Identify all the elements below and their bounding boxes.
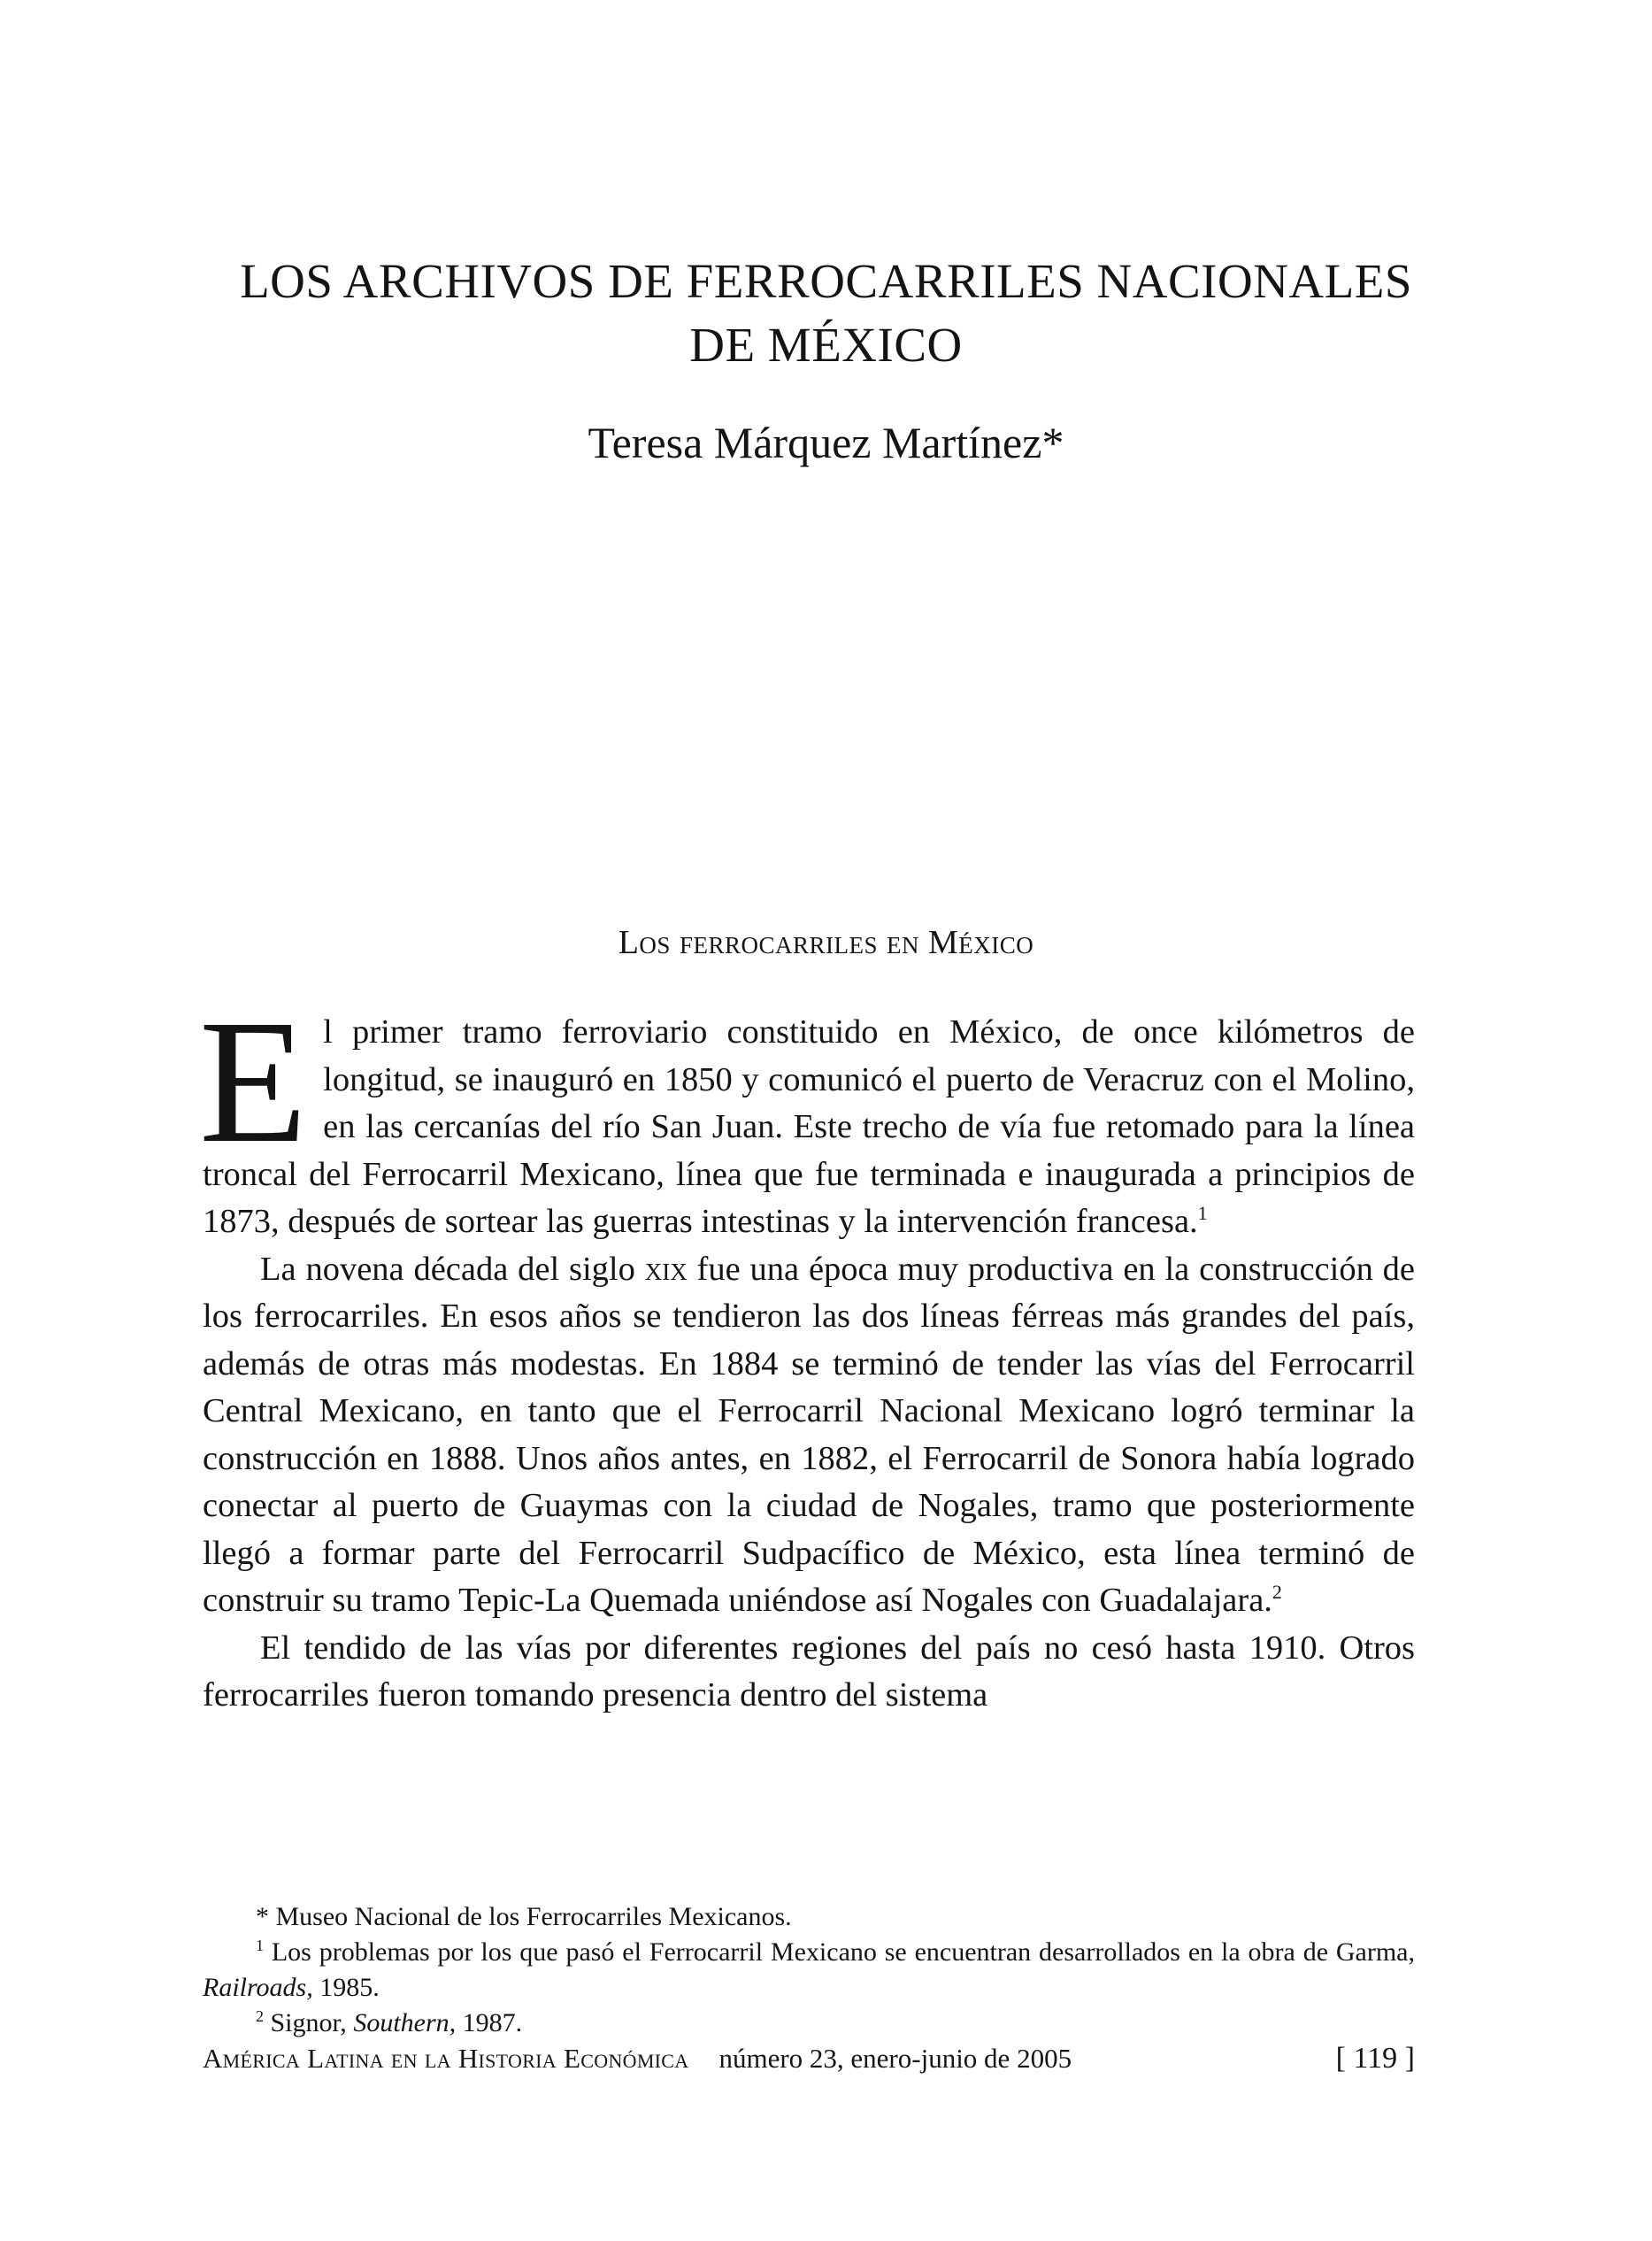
century-numeral: xix: [644, 1250, 688, 1288]
body-paragraph-3: [203, 1625, 1415, 1720]
footnote-2-text-start: Signor,: [264, 2008, 354, 2037]
article-title-line-1: LOS ARCHIVOS DE FERROCARRILES NACIONALES: [240, 254, 1412, 308]
footnote-ref-1: 1: [1197, 1202, 1208, 1225]
journal-issue: número 23, enero-junio de 2005: [718, 2043, 1072, 2074]
journal-name: América Latina en la Historia Económica: [203, 2043, 689, 2074]
body-paragraph-2: [203, 1246, 1415, 1625]
body-paragraph-1: [199, 984, 1415, 1246]
footnote-1-title: Railroads,: [203, 1973, 313, 2002]
paragraph-3-text: El tendido de las vías por diferentes regiones del país no cesó hasta 1910. Otros ferrocarriles fueron tomando presencia dentro del sistema: [203, 1629, 1415, 1713]
paragraph-2-text-end: fue una época muy productiva en la construcción de los ferrocarriles. En esos años se tendieron las dos líneas férreas más grandes del país, además de otras más modestas. En 1884 se terminó de tender las vías del Ferrocarril Central Mexicano, en tanto que el Ferrocarril Nacional Mexicano logró terminar la construcción en 1888. Unos años antes, en 1882, el Ferrocarril de Sonora había logrado conectar al puerto de Guaymas con la ciudad de Nogales, tramo que posteriormente llegó a formar parte del Ferrocarril Sudpacífico de México, esta línea terminó de construir su tramo Tepic-La Quemada uniéndose así Nogales con Guadalajara.: [203, 1250, 1415, 1619]
footnote-1-mark: 1: [256, 1937, 264, 1954]
drop-cap: E: [199, 984, 308, 1180]
article-author: Teresa Márquez Martínez*: [588, 418, 1064, 467]
footnote-2-title: Southern,: [353, 2008, 457, 2037]
footnote-1: [203, 1935, 1415, 2006]
footnote-1-text-start: Los problemas por los que pasó el Ferrocarril Mexicano se encuentran desarrollados en la obra de Garma,: [264, 1937, 1415, 1967]
paragraph-1-text: l primer tramo ferroviario constituido en México, de once kilómetros de longitud, se inauguró en 1850 y comunicó el puerto de Veracruz con el Molino, en las cercanías del río San Juan. Este trecho de vía fue retomado para la línea troncal del Ferrocarril Mexicano, línea que fue terminada e inaugurada a principios de 1873, después de sortear las guerras intestinas y la intervención francesa.: [203, 1013, 1415, 1240]
page-footer: [203, 2039, 1415, 2078]
footnote-ref-2: 2: [1272, 1581, 1282, 1604]
footnote-1-text-end: 1985.: [312, 1973, 380, 2002]
article-body: [199, 984, 1415, 1720]
footnotes: [203, 1899, 1415, 2041]
page-number: [ 119 ]: [1335, 2042, 1415, 2075]
article-title: [177, 250, 1475, 377]
footnote-2-mark: 2: [256, 2007, 264, 2025]
article-title-line-2: DE MÉXICO: [689, 318, 963, 372]
paragraph-2-text-start: La novena década del siglo: [260, 1250, 645, 1288]
footnote-2: [203, 2006, 1415, 2041]
footnote-2-text-end: 1987.: [456, 2008, 523, 2037]
footnote-affiliation: * Museo Nacional de los Ferrocarriles Mexicanos.: [256, 1902, 792, 1931]
section-heading: Los ferrocarriles en México: [618, 924, 1034, 961]
